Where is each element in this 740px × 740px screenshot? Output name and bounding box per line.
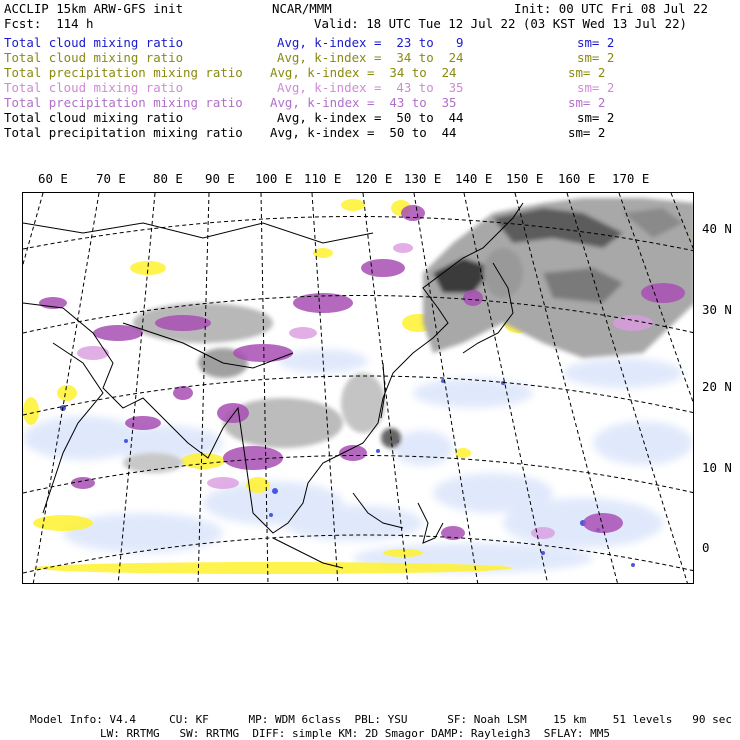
legend-sm-6: sm= 2 xyxy=(577,110,615,125)
legend-sm-3: sm= 2 xyxy=(568,65,606,80)
lon-label-140e: 140 E xyxy=(455,171,493,186)
lon-label-90e: 90 E xyxy=(205,171,235,186)
legend-field-6: Total cloud mixing ratio xyxy=(4,110,184,125)
legend-field-4: Total cloud mixing ratio xyxy=(4,80,184,95)
lon-label-110e: 110 E xyxy=(304,171,342,186)
legend-sm-1: sm= 2 xyxy=(577,35,615,50)
lon-label-70e: 70 E xyxy=(96,171,126,186)
legend-sm-4: sm= 2 xyxy=(577,80,615,95)
lat-label-10n: 10 N xyxy=(702,460,732,475)
legend-avg-6: Avg, k-index = 50 to 44 xyxy=(277,110,464,125)
legend-field-7: Total precipitation mixing ratio xyxy=(4,125,243,140)
legend-avg-5: Avg, k-index = 43 to 35 xyxy=(270,95,457,110)
legend-field-5: Total precipitation mixing ratio xyxy=(4,95,243,110)
lon-label-80e: 80 E xyxy=(153,171,183,186)
lat-label-30n: 30 N xyxy=(702,302,732,317)
legend-avg-4: Avg, k-index = 43 to 35 xyxy=(277,80,464,95)
lon-label-130e: 130 E xyxy=(404,171,442,186)
lat-label-0: 0 xyxy=(702,540,710,555)
legend-sm-7: sm= 2 xyxy=(568,125,606,140)
model-title: ACCLIP 15km ARW-GFS init xyxy=(4,1,184,16)
lon-label-120e: 120 E xyxy=(355,171,393,186)
lat-label-40n: 40 N xyxy=(702,221,732,236)
legend-sm-5: sm= 2 xyxy=(568,95,606,110)
lon-label-160e: 160 E xyxy=(558,171,596,186)
legend-avg-2: Avg, k-index = 34 to 24 xyxy=(277,50,464,65)
legend-avg-7: Avg, k-index = 50 to 44 xyxy=(270,125,457,140)
forecast-map xyxy=(22,192,694,584)
org-label: NCAR/MMM xyxy=(272,1,332,16)
valid-time: Valid: 18 UTC Tue 12 Jul 22 (03 KST Wed 13 Jul 22) xyxy=(314,16,687,31)
model-info-line-2: LW: RRTMG SW: RRTMG DIFF: simple KM: 2D Smagor DAMP: Rayleigh3 SFLAY: MM5 xyxy=(100,727,610,740)
lon-label-170e: 170 E xyxy=(612,171,650,186)
init-time: Init: 00 UTC Fri 08 Jul 22 xyxy=(514,1,708,16)
model-info-line-1: Model Info: V4.4 CU: KF MP: WDM 6class PBL: YSU SF: Noah LSM 15 km 51 levels 90 sec xyxy=(30,713,732,726)
lon-label-150e: 150 E xyxy=(506,171,544,186)
legend-field-1: Total cloud mixing ratio xyxy=(4,35,184,50)
forecast-hour: Fcst: 114 h xyxy=(4,16,94,31)
legend-field-2: Total cloud mixing ratio xyxy=(4,50,184,65)
lon-label-100e: 100 E xyxy=(255,171,293,186)
legend-field-3: Total precipitation mixing ratio xyxy=(4,65,243,80)
legend-sm-2: sm= 2 xyxy=(577,50,615,65)
legend-avg-1: Avg, k-index = 23 to 9 xyxy=(277,35,464,50)
legend-avg-3: Avg, k-index = 34 to 24 xyxy=(270,65,457,80)
lat-label-20n: 20 N xyxy=(702,379,732,394)
lon-label-60e: 60 E xyxy=(38,171,68,186)
map-canvas xyxy=(23,193,694,584)
